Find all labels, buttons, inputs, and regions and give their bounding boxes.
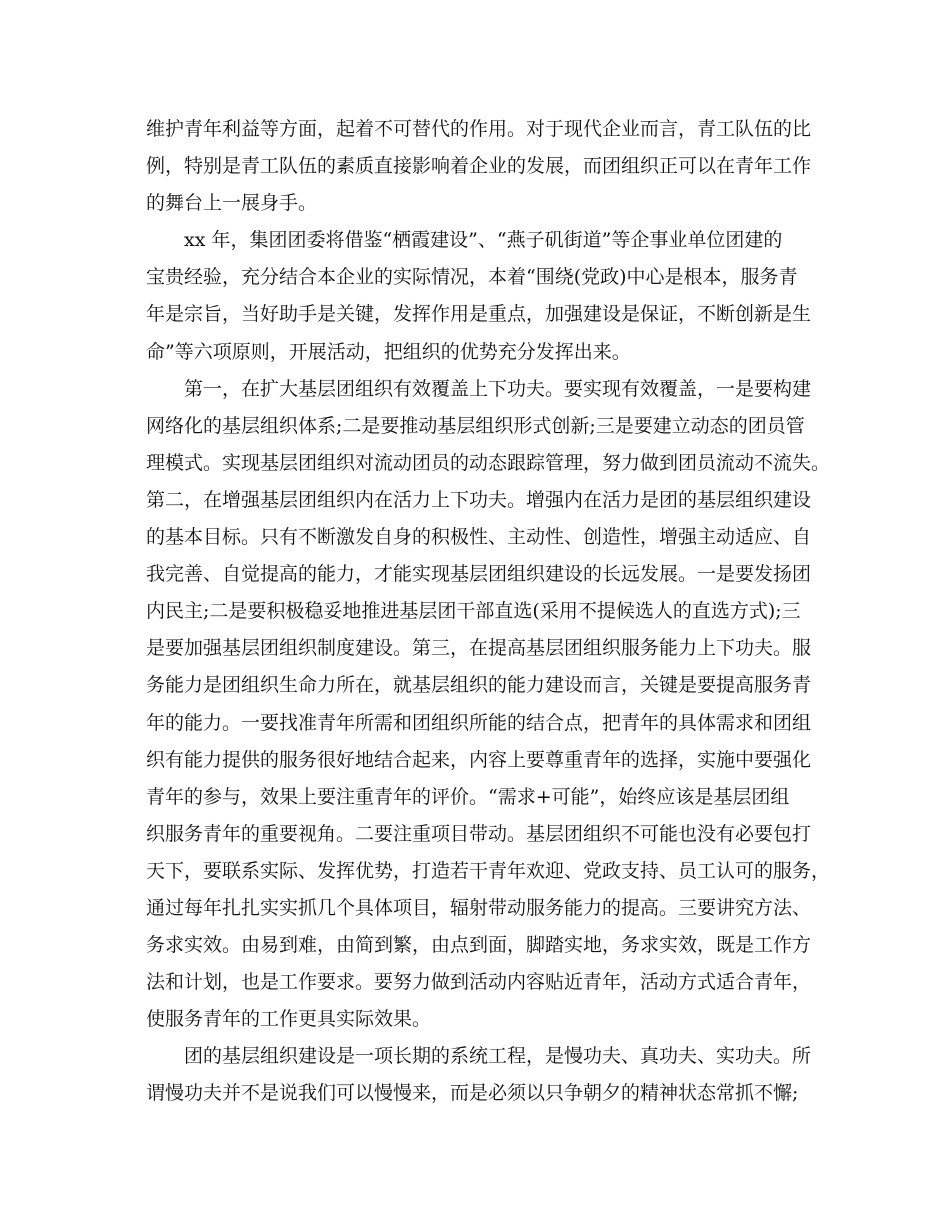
text-line: 第二，在增强基层团组织内在活力上下功夫。增强内在活力是团的基层组织建设 bbox=[146, 488, 812, 511]
text-line: 谓慢功夫并不是说我们可以慢慢来，而是必须以只争朝夕的精神状态常抓不懈; bbox=[146, 1082, 799, 1105]
text-line: 织服务青年的重要视角。二要注重项目带动。基层团组织不可能也没有必要包打 bbox=[146, 822, 812, 845]
text-line: 年是宗旨，当好助手是关键，发挥作用是重点，加强建设是保证，不断创新是生 bbox=[146, 303, 812, 326]
text-line: 通过每年扎扎实实抓几个具体项目，辐射带动服务能力的提高。三要讲究方法、 bbox=[146, 896, 812, 919]
text-line: 宝贵经验，充分结合本企业的实际情况，本着“围绕(党政)中心是根本，服务青 bbox=[146, 266, 798, 289]
text-line: 年的能力。一要找准青年所需和团组织所能的结合点，把青年的具体需求和团组 bbox=[146, 711, 812, 734]
text-line: 内民主;二是要积极稳妥地推进基层团干部直选(采用不提候选人的直选方式);三 bbox=[146, 600, 801, 623]
text-line: 法和计划，也是工作要求。要努力做到活动内容贴近青年，活动方式适合青年， bbox=[146, 971, 812, 994]
text-line: 务能力是团组织生命力所在，就基层组织的能力建设而言，关键是要提高服务青 bbox=[146, 674, 812, 697]
text-line: 使服务青年的工作更具实际效果。 bbox=[146, 1008, 432, 1031]
text-line: 例，特别是青工队伍的素质直接影响着企业的发展，而团组织正可以在青年工作 bbox=[146, 155, 812, 178]
text-line: 织有能力提供的服务很好地结合起来，内容上要尊重青年的选择，实施中要强化 bbox=[146, 748, 812, 771]
text-line: 的舞台上一展身手。 bbox=[146, 192, 318, 215]
text-line: 天下，要联系实际、发挥优势，打造若干青年欢迎、党政支持、员工认可的服务， bbox=[146, 859, 831, 882]
text-line: 第一，在扩大基层团组织有效覆盖上下功夫。要实现有效覆盖，一是要构建 bbox=[184, 377, 812, 400]
text-line: 是要加强基层团组织制度建设。第三，在提高基层团组织服务能力上下功夫。服 bbox=[146, 637, 812, 660]
text-line: 的基本目标。只有不断激发自身的积极性、主动性、创造性，增强主动适应、自 bbox=[146, 526, 812, 549]
text-line: 团的基层组织建设是一项长期的系统工程，是慢功夫、真功夫、实功夫。所 bbox=[184, 1045, 812, 1068]
document-body bbox=[146, 111, 831, 1113]
text-line: 青年的参与，效果上要注重青年的评价。“需求+可能”，始终应该是基层团组 bbox=[146, 785, 790, 808]
text-line: 维护青年利益等方面，起着不可替代的作用。对于现代企业而言，青工队伍的比 bbox=[146, 118, 812, 140]
text-line: 理模式。实现基层团组织对流动团员的动态跟踪管理，努力做到团员流动不流失。 bbox=[146, 451, 831, 474]
text-line: 命”等六项原则，开展活动，把组织的优势充分发挥出来。 bbox=[146, 340, 631, 363]
text-line: 务求实效。由易到难，由简到繁，由点到面，脚踏实地，务求实效，既是工作方 bbox=[146, 934, 812, 957]
text-line: 我完善、自觉提高的能力，才能实现基层团组织建设的长远发展。一是要发扬团 bbox=[146, 563, 812, 586]
text-line: xx 年，集团团委将借鉴“栖霞建设”、“燕子矶街道”等企事业单位团建的 bbox=[184, 229, 783, 252]
text-line: 网络化的基层组织体系;二是要推动基层组织形式创新;三是要建立动态的团员管 bbox=[146, 414, 805, 437]
